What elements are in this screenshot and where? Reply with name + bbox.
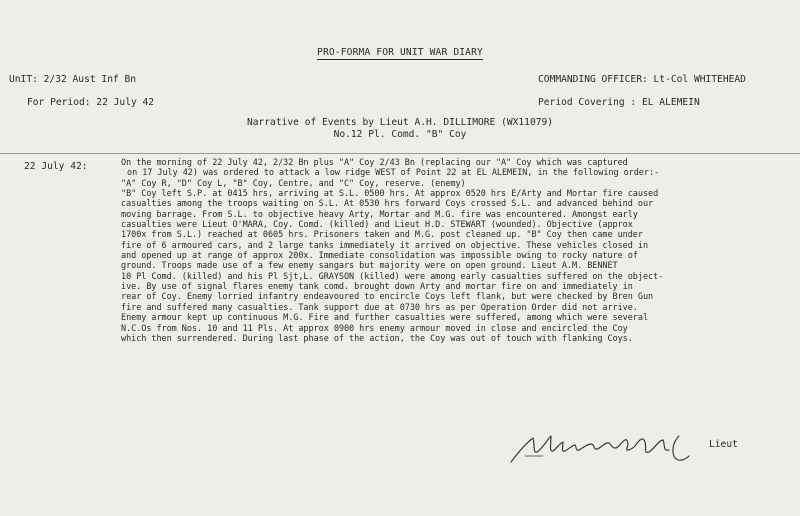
commanding-officer-field: COMMANDING OFFICER: Lt-Col WHITEHEAD [538,74,746,85]
period-field: For Period: 22 July 42 [27,97,155,108]
entry-line: casualties among the troops waiting on S.L. At 0530 hrs forward Coys crossed S.L. and advanced behind our [121,199,654,210]
entry-line: on 17 July 42) was ordered to attack a low ridge WEST of Point 22 at EL ALEMEIN, in the following order:- [127,168,660,179]
document-title-text: PRO-FORMA FOR UNIT WAR DIARY [317,47,483,58]
signatory-rank: Lieut [709,439,738,450]
period-covering-field: Period Covering : EL ALEMEIN [538,97,700,108]
entry-line: "B" Coy left S.P. at 0415 hrs, arriving at S.L. 0500 hrs. At approx 0520 hrs E/Arty and Mortar fire caused [121,189,659,200]
entry-line: ground. Troops made use of a few enemy sangars but majority were on open ground. Lieut A.M. BENNET [121,261,618,272]
narrative-heading: Narrative of Events by Lieut A.H. DILLIMORE (WX11079) [246,117,554,128]
document-title [0,47,800,58]
entry-line: "A" Coy R, "D" Coy L, "B" Coy, Centre, and "C" Coy, reserve. (enemy) [121,178,466,189]
entry-date: 22 July 42: [24,161,88,172]
entry-line: 10 Pl Comd. (killed) and his Pl Sjt,L. GRAYSON (killed) were among early casualties suffered on the object- [121,271,664,282]
entry-line: On the morning of 22 July 42, 2/32 Bn plus "A" Coy 2/43 Bn (replacing our "A" Coy which was captured [121,158,628,168]
entry-line: ive. By use of signal flares enemy tank comd. brought down Arty and mortar fire on and immediately in [121,282,633,293]
entry-line: and opened up at range of approx 200x. Immediate consolidation was impossible owing to rocky nature of [121,251,638,262]
entry-line: fire and suffered many casualties. Tank support due at 0730 hrs as per Operation Order did not arrive. [121,302,638,313]
narrative-subheading: No.12 Pl. Comd. "B" Coy [333,129,467,140]
entry-line: fire of 6 armoured cars, and 2 large tanks immediately it arrived on objective. These vehicles closed in [121,240,649,251]
handwritten-signature [503,426,708,468]
entry-line: which then surrendered. During last phase of the action, the Coy was out of touch with flanking Coys. [121,333,633,344]
entry-line: Enemy armour kept up continuous M.G. Fire and further casualties were suffered, among which were several [121,313,649,324]
header-divider [0,153,800,154]
entry-line: casualties were Lieut O'MARA, Coy. Comd. (killed) and Lieut H.D. STEWART (wounded). Objective (approx [121,220,633,231]
entry-line: rear of Coy. Enemy lorried infantry endeavoured to encircle Coys left flank, but were checked by Bren Gun [121,292,654,303]
unit-field: UnIT: 2/32 Aust Inf Bn [9,74,137,85]
entry-line: 1700x from S.L.) reached at 0605 hrs. Prisoners taken and M.G. post cleaned up. "B" Coy then came under [121,230,643,241]
entry-body [121,158,793,344]
entry-line: moving barrage. From S.L. to objective heavy Arty, Mortar and M.G. fire was encountered. Amongst early [121,209,638,220]
entry-line: N.C.Os from Nos. 10 and 11 Pls. At approx 0900 hrs enemy armour moved in close and encircled the Coy [121,323,628,334]
